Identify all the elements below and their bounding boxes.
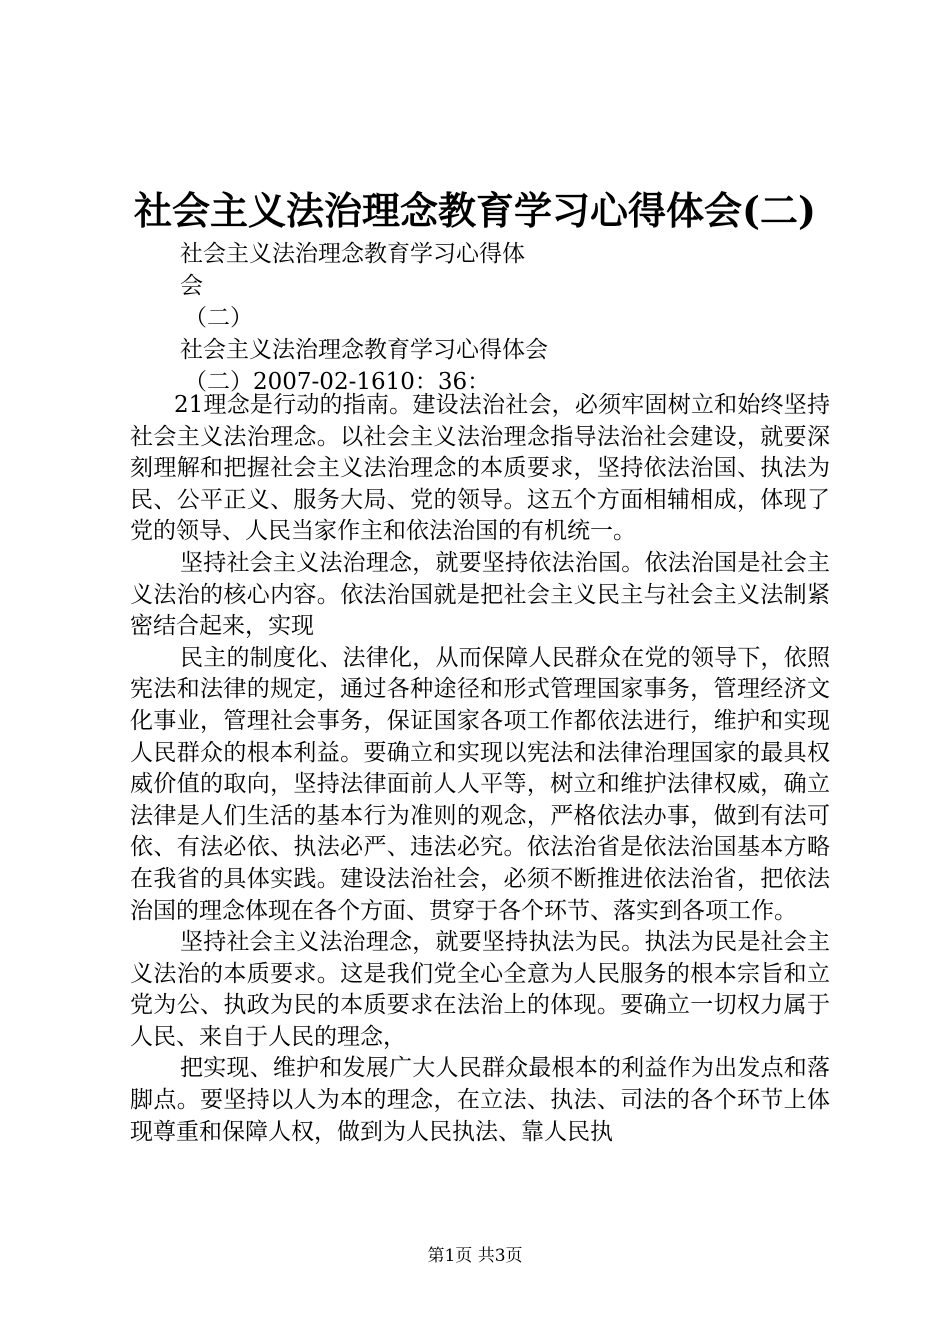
body-paragraph-3: 民主的制度化、法律化，从而保障人民群众在党的领导下，依照宪法和法律的规定，通过各种途径和形式管理国家事务，管理经济文化事业，管理社会事务，保证国家各项工作都依法进行，维护和实现人民群众的根本利益。要确立和实现以宪法和法律治理国家的最具权威价值的取向，坚持法律面前人人平等，树立和维护法律权威，确立法律是人们生活的基本行为准则的观念，严格依法办事，做到有法可依、有法必依、执法必严、违法必究。依法治省是依法治国基本方略在我省的具体实践。建设法治社会，必须不断推进依法治省，把依法治国的理念体现在各个方面、贯穿于各个环节、落实到各项工作。 xyxy=(130,644,830,924)
meta-line-2: 会 xyxy=(180,273,203,299)
body-paragraph-2: 坚持社会主义法治理念，就要坚持依法治国。依法治国是社会主义法治的核心内容。依法治国就是把社会主义民主与社会主义法制紧密结合起来，实现 xyxy=(130,549,830,640)
meta-line-3: （二） xyxy=(184,305,253,331)
body-paragraph-5: 把实现、维护和发展广大人民群众最根本的利益作为出发点和落脚点。要坚持以人为本的理念，在立法、执法、司法的各个环节上体现尊重和保障人权，做到为人民执法、靠人民执 xyxy=(130,1055,830,1145)
document-title: 社会主义法治理念教育学习心得体会(二) xyxy=(134,188,816,233)
page-footer: 第1页 共3页 xyxy=(427,1246,523,1266)
document-body xyxy=(130,390,830,1148)
document-meta xyxy=(180,238,600,398)
body-paragraph-1: 21理念是行动的指南。建设法治社会，必须牢固树立和始终坚持社会主义法治理念。以社会主义法治理念指导法治社会建设，就要深刻理解和把握社会主义法治理念的本质要求，坚持依法治国、执法为民、公平正义、服务大局、党的领导。这五个方面相辅相成，体现了党的领导、人民当家作主和依法治国的有机统一。 xyxy=(130,392,830,545)
meta-line-1: 社会主义法治理念教育学习心得体 xyxy=(180,241,525,267)
body-paragraph-4: 坚持社会主义法治理念，就要坚持执法为民。执法为民是社会主义法治的本质要求。这是我们党全心全意为人民服务的根本宗旨和立党为公、执政为民的本质要求在法治上的体现。要确立一切权力属于人民、来自于人民的理念， xyxy=(130,929,830,1050)
meta-line-4: 社会主义法治理念教育学习心得体会 xyxy=(180,337,548,363)
meta-line-5: （二）2007-02-1610：36： xyxy=(184,369,491,395)
